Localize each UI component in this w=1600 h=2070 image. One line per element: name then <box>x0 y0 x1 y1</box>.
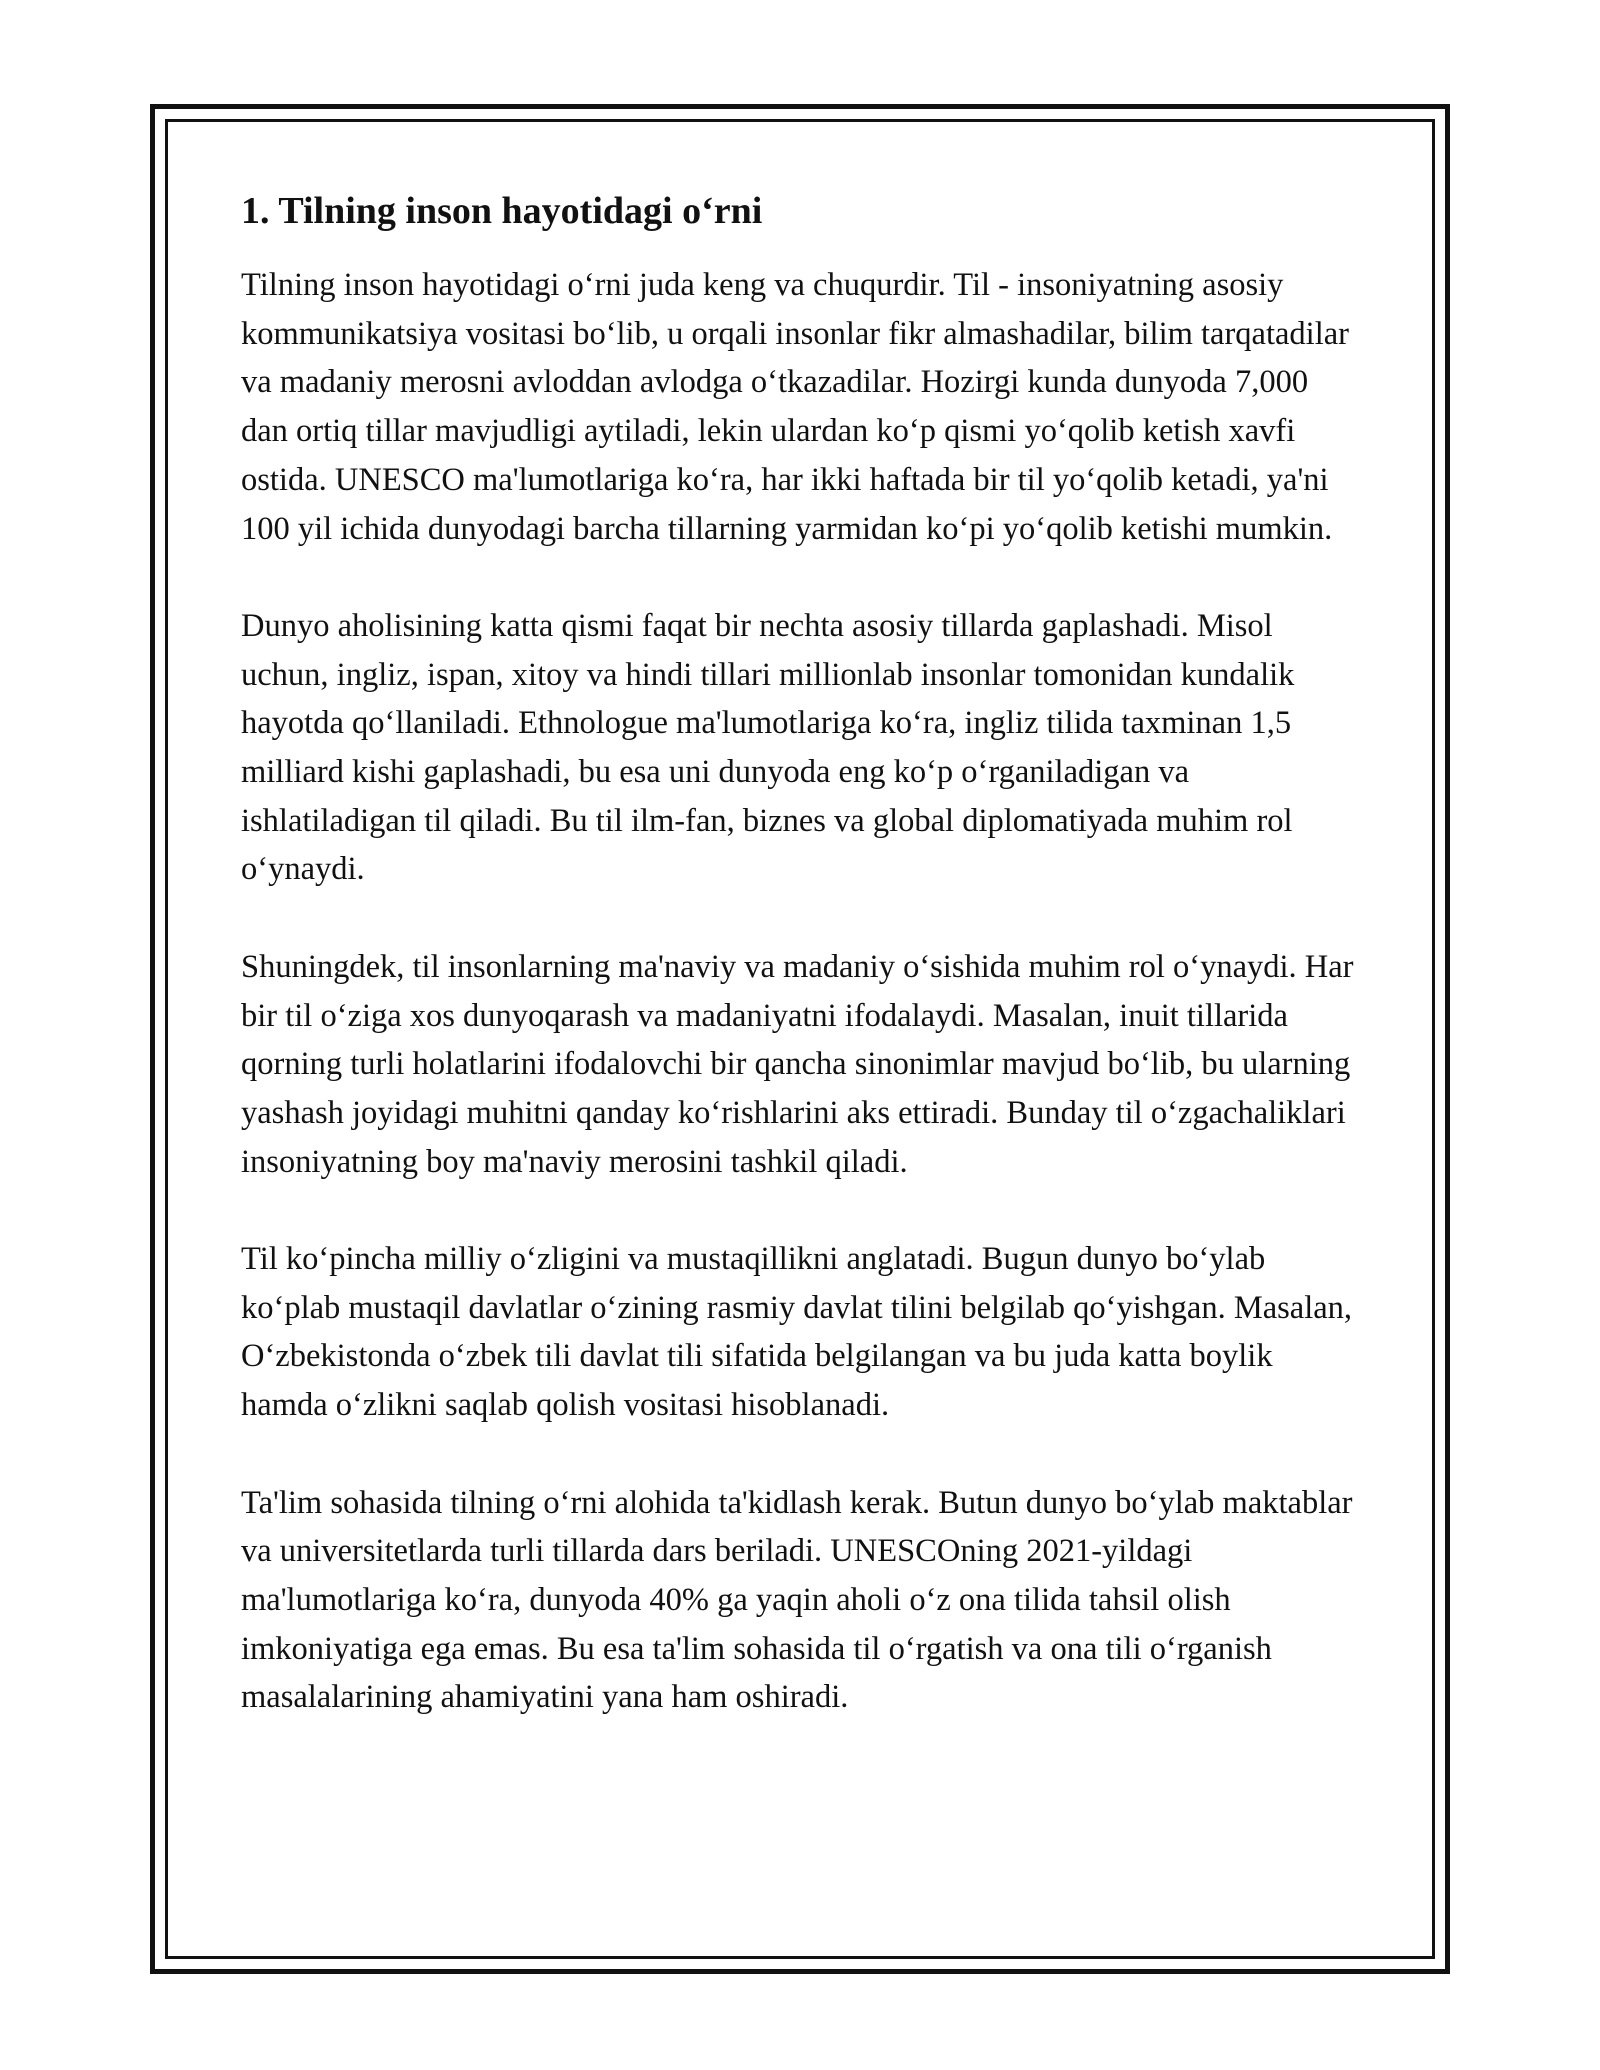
paragraph-3: Shuningdek, til insonlarning ma'naviy va madaniy o‘sishida muhim rol o‘ynaydi. Har bir til o‘ziga xos dunyoqarash va madaniyatni ifodalaydi. Masalan, inuit tillarida qorning turli holatlarini ifodalovchi bir qancha sinonimlar mavjud bo‘lib, bu ularning yashash joyidagi muhitni qanday ko‘rishlarini aks ettiradi. Bunday til o‘zgachaliklari insoniyatning boy ma'naviy merosini tashkil qiladi. <box>241 948 1354 1180</box>
paragraph-1: Tilning inson hayotidagi o‘rni juda keng va chuqurdir. Til - insoniyatning asosiy kommunikatsiya vositasi bo‘lib, u orqali insonlar fikr almashadilar, bilim tarqatadilar va madaniy merosni avloddan avlodga o‘tkazadilar. Hozirgi kunda dunyoda 7,000 dan ortiq tillar mavjudligi aytiladi, lekin ulardan ko‘p qismi yo‘qolib ketish xavfi ostida. UNESCO ma'lumotlariga ko‘ra, har ikki haftada bir til yo‘qolib ketadi, ya'ni 100 yil ichida dunyodagi barcha tillarning yarmidan ko‘pi yo‘qolib ketishi mumkin. <box>241 267 1349 547</box>
section-heading: 1. Tilning inson hayotidagi o‘rni <box>241 190 763 232</box>
paragraph-5: Ta'lim sohasida tilning o‘rni alohida ta'kidlash kerak. Butun dunyo bo‘ylab maktablar va universitetlarda turli tillarda dars beriladi. UNESCOning 2021-yildagi ma'lumotlariga ko‘ra, dunyoda 40% ga yaqin aholi o‘z ona tilida tahsil olish imkoniyatiga ega emas. Bu esa ta'lim sohasida til o‘rgatish va ona tili o‘rganish masalalarining ahamiyatini yana ham oshiradi. <box>241 1484 1353 1716</box>
page-border-outer <box>150 104 1450 1974</box>
paragraph-4: Til ko‘pincha milliy o‘zligini va mustaqillikni anglatadi. Bugun dunyo bo‘ylab ko‘plab mustaqil davlatlar o‘zining rasmiy davlat tilini belgilab qo‘yishgan. Masalan, O‘zbekistonda o‘zbek tili davlat tili sifatida belgilangan va bu juda katta boylik hamda o‘zlikni saqlab qolish vositasi hisoblanadi. <box>241 1241 1353 1424</box>
paragraph-2: Dunyo aholisining katta qismi faqat bir nechta asosiy tillarda gaplashadi. Misol uchun, ingliz, ispan, xitoy va hindi tillari millionlab insonlar tomonidan kundalik hayotda qo‘llaniladi. Ethnologue ma'lumotlariga ko‘ra, ingliz tilida taxminan 1,5 milliard kishi gaplashadi, bu esa uni dunyoda eng ko‘p o‘rganiladigan va ishlatiladigan til qiladi. Bu til ilm-fan, biznes va global diplomatiyada muhim rol o‘ynaydi. <box>241 607 1295 888</box>
document-body <box>241 187 1361 1722</box>
